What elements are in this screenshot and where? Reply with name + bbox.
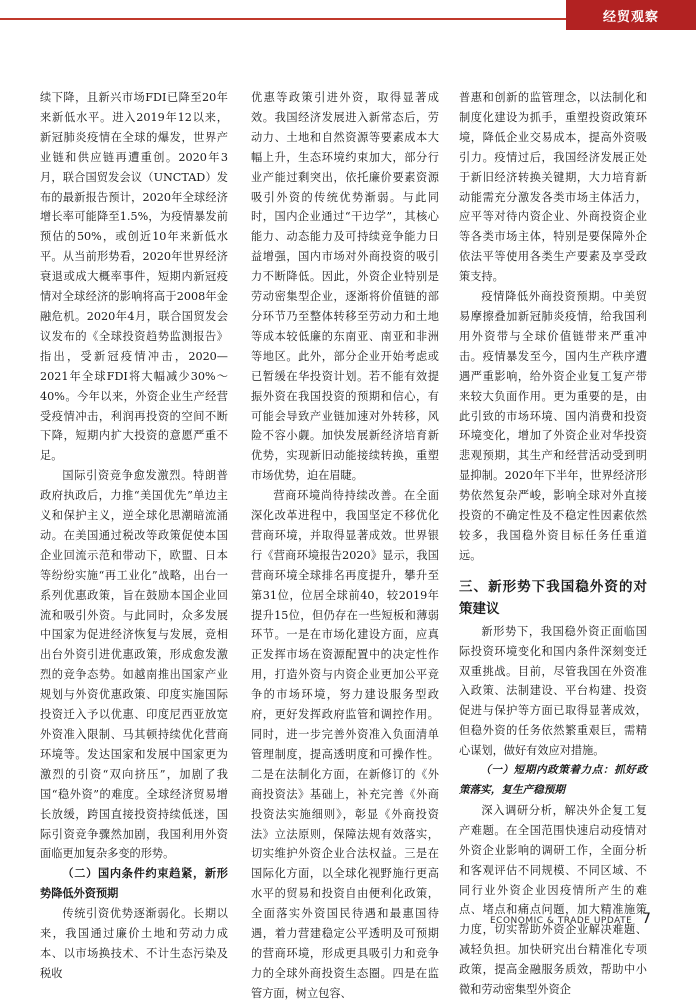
paragraph: 续下降，且新兴市场FDI已降至20年来新低水平。进入2019年12以来，新冠肺炎疫情在全球的爆发，世界产业链和供应链再遭重创。2020年3月，联合国贸发会议（UNCTAD）发布的最新报告预计，2020年全球经济增长率可能降至1.5%，为疫情暴发前预估的50%，或创近10年来新低水平。从当前形势看，2020年世界经济衰退或成大概率事件，短期内新冠疫情对全球经济的影响将高于2008年金融危机。2020年4月，联合国贸发会议发布的《全球投资趋势监测报告》指出，受新冠疫情冲击，2020—2021年全球FDI将大幅减少30%～40%。今年以来，外资企业生产经营受疫情冲击，利润再投资的空间不断下降，短期内扩大投资的意愿严重不足。 xyxy=(40,91,228,463)
paragraph: 优惠等政策引进外资，取得显著成效。我国经济发展进入新常态后，劳动力、土地和自然资源等要素成本大幅上升，生态环境约束加大，部分行业产能过剩突出，依托廉价要素资源吸引外资的传统优势渐弱。与此同时，国内企业通过“干边学”，其核心能力、动态能力及可持续竞争能力日益增强，国内市场对外商投资的吸引力不断降低。因此，外资企业特别是劳动密集型企业，逐渐将价值链的部分环节乃至整体转移至劳动力和土地等成本较低廉的东南亚、南亚和非洲等地区。此外，部分企业开始考虑或已暂缓在华投资计划。若不能有效提振外资在我国投资的预期和信心，有可能会导致产业链加速对外转移，风险不容小觑。加快发展新经济培育新优势，实现新旧动能接续转换，重塑市场优势，迫在眉睫。 xyxy=(251,91,439,483)
paragraph: 国际引资竞争愈发激烈。特朗普政府执政后，力推“美国优先”单边主义和保护主义，逆全球化思潮暗流涌动。在美国通过税改等政策促使本国企业回流示范和带动下，欧盟、日本等纷纷实施“再工业化”战略，出台一系列优惠政策，旨在鼓励本国企业回流和吸引外资。与此同时，众多发展中国家为促进经济恢复与发展，竞相出台外资引进优惠政策，形成愈发激烈的竞争态势。如越南推出国家产业规划与外资优惠政策、印度实施国际投资迁入予以优惠、印度尼西亚放宽外资准入限制、马其顿持续优化营商环境等。发达国家和发展中国家更为激烈的引资“双向挤压”，加剧了我国“稳外资”的难度。全球经济贸易增长放缓，跨国直接投资持续低迷，国际引资竞争骤然加剧，我国利用外资面临更加复杂多变的形势。 xyxy=(40,469,228,861)
page-header xyxy=(0,0,696,30)
sub-heading: （二）国内条件约束趋紧，新形势降低外资预期 xyxy=(40,867,228,901)
page-number: 7 xyxy=(642,911,651,927)
paragraph: 新形势下，我国稳外资正面临国际投资环境变化和国内条件深刻变迁双重挑战。目前，尽管我国在外资准入政策、法制建设、平台构建、投资促进与保护等方面已取得显著成效，但稳外资的任务依然繁重艰巨，需精心谋划，做好有效应对措施。 xyxy=(459,624,647,758)
article-column-3 xyxy=(459,88,647,1000)
section-title: 经贸观察 xyxy=(566,0,696,30)
section-heading: 三、新形势下我国稳外资的对策建议 xyxy=(459,578,647,617)
page-footer xyxy=(0,910,696,940)
sub-heading: （一）短期内政策着力点：抓好政策落实，复生产稳预期 xyxy=(459,764,647,796)
paragraph: 疫情降低外商投资预期。中美贸易摩擦叠加新冠肺炎疫情，给我国利用外资带与全球价值链带来严重冲击。疫情暴发至今，国内生产秩序遭遇严重影响，给外资企业复工复产带来较大负面作用。更为重要的是，由此引致的市场环境、国内消费和投资环境变化，增加了外资企业对华投资悲观预期，其生产和经营活动受到明显抑制。2020年下半年，世界经济形势依然复杂严峻，影响全球对外直接投资的不确定性及不稳定性因素依然较多，我国稳外资目标任务任重道远。 xyxy=(459,290,647,562)
publication-name: ECONOMIC & TRADE UPDATE xyxy=(490,916,633,926)
paragraph: 深入调研分析，解决外企复工复产难题。在全国范围快速启动疫情对外资企业影响的调研工作，全面分析和客观评估不同规模、不同区域、不同行业外资企业因疫情所产生的难点、堵点和痛点问题，加大精准施策力度，切实帮助外资企业解决难题、减轻负担。加快研究出台精准化专项政策，提高金融服务质效，帮助中小微和劳动密集型外资企 xyxy=(459,803,647,997)
paragraph: 传统引资优势逐渐弱化。长期以来，我国通过廉价土地和劳动力成本、以市场换技术、不计生态污染及税收 xyxy=(40,907,228,980)
header-rule xyxy=(0,18,570,20)
paragraph: 普惠和创新的监管理念，以法制化和制度化建设为抓手，重塑投资政策环境，降低企业交易成本，提高外资吸引力。疫情过后，我国经济发展正处于新旧经济转换关键期，大力培育新动能需充分激发各类市场主体活力，应平等对待内资企业、外商投资企业等各类市场主体，特别是要保障外企依法平等使用各类生产要素及享受政策支持。 xyxy=(459,91,647,284)
paragraph: 营商环境尚待持续改善。在全面深化改革进程中，我国坚定不移优化营商环境，并取得显著成效。世界银行《营商环境报告2020》显示，我国营商环境全球排名再度提升，攀升至第31位，位居全球前40，较2019年提升15位，但仍存在一些短板和薄弱环节。一是在市场化建设方面，应真正发挥市场在资源配置中的决定性作用，打造外资与内资企业更加公平竞争的市场环境，努力建设服务型政府，更好发挥政府监管和调控作用。同时，进一步完善外资准入负面清单管理制度，提高透明度和可操作性。二是在法制化方面，在新修订的《外商投资法》基础上，补充完善《外商投资法实施细则》，彰显《外商投资法》立法原则，保障法规有效落实，切实维护外资企业合法权益。三是在国际化方面，以全球化视野施行更高水平的贸易和投资自由便利化政策，全面落实外资国民待遇和最惠国待遇，着力营建稳定公平透明及可预期的营商环境，形成更具吸引力和竞争力的全球外商投资生态圈。四是在监管方面，树立包容、 xyxy=(251,489,439,1000)
article-column-2 xyxy=(251,88,439,1004)
article-column-1 xyxy=(40,88,228,984)
